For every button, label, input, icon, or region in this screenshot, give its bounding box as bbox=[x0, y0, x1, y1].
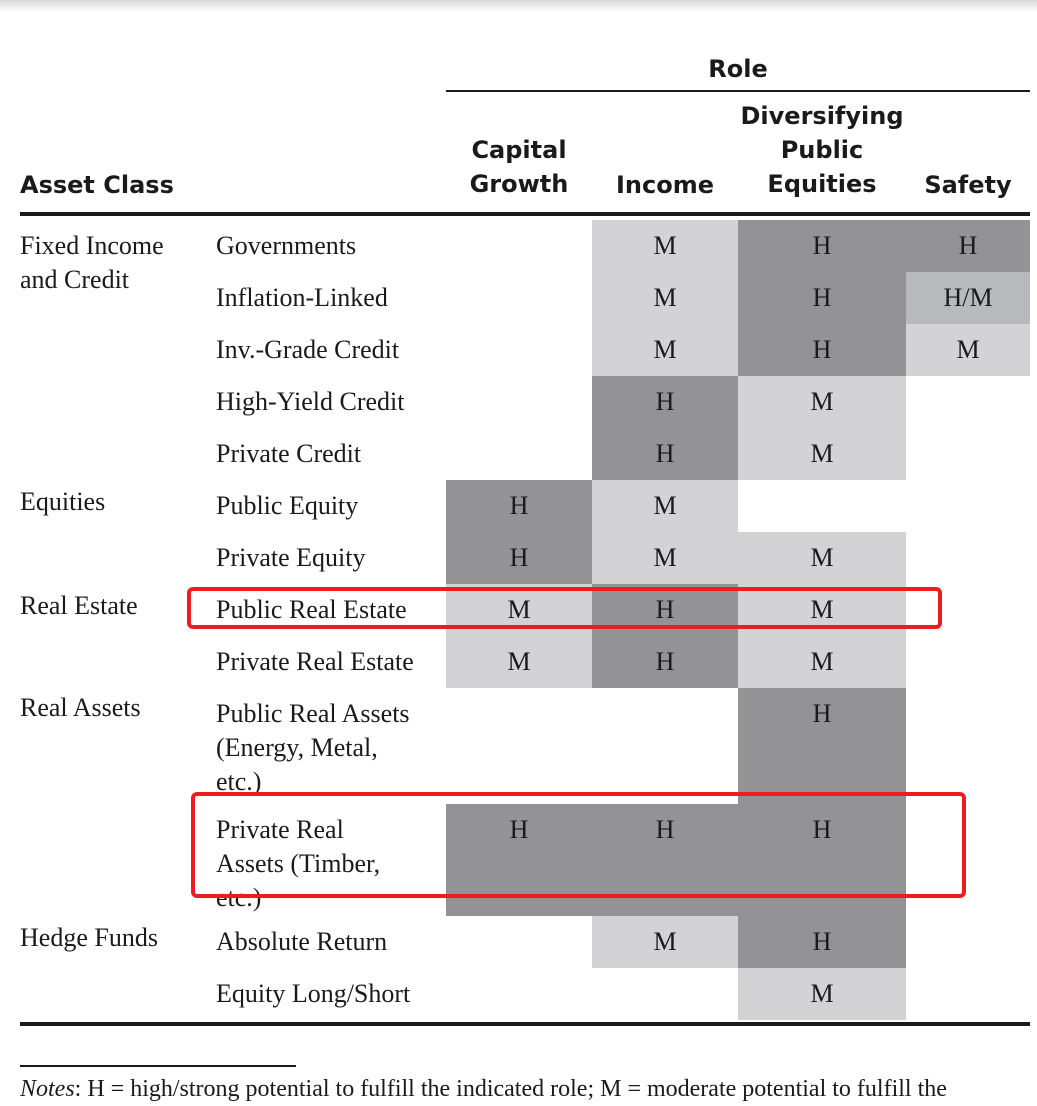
cell-diversifying: H bbox=[738, 688, 906, 804]
cell-diversifying: H bbox=[738, 324, 906, 376]
cell-income: M bbox=[592, 220, 738, 272]
cell-diversifying: H bbox=[738, 804, 906, 916]
row-label-line: etc.) bbox=[216, 883, 262, 912]
cell-capital: H bbox=[446, 532, 592, 584]
footnote-rule bbox=[20, 1065, 296, 1067]
row-label-line: Private Credit bbox=[216, 439, 362, 468]
row-label bbox=[216, 437, 361, 471]
cell-diversifying: H bbox=[738, 916, 906, 968]
row-label bbox=[216, 697, 410, 799]
capital-header-line: Growth bbox=[469, 170, 569, 198]
cell-income: H bbox=[592, 428, 738, 480]
diversifying-header-line: Equities bbox=[767, 170, 877, 198]
cell-income: M bbox=[592, 324, 738, 376]
page-top-edge bbox=[0, 0, 1037, 12]
row-label-line: Private Real bbox=[216, 815, 344, 844]
cell-diversifying: H bbox=[738, 220, 906, 272]
role-rule bbox=[446, 90, 1030, 92]
row-label bbox=[216, 645, 414, 679]
row-label bbox=[216, 281, 388, 315]
cell-diversifying: M bbox=[738, 968, 906, 1020]
diversifying-header-line: Public bbox=[780, 136, 864, 164]
cell-income: H bbox=[592, 584, 738, 636]
cell-diversifying: M bbox=[738, 532, 906, 584]
cell-capital: M bbox=[446, 636, 592, 688]
cell-income: M bbox=[592, 916, 738, 968]
notes-text: : H = high/strong potential to fulfill the indicated role; M = moderate potential to fulfill the bbox=[74, 1076, 947, 1102]
group-label-line: Fixed Income bbox=[20, 231, 164, 260]
row-label-line: Private Real Estate bbox=[216, 647, 414, 676]
notes-label: Notes bbox=[20, 1076, 75, 1102]
cell-capital: H bbox=[446, 804, 592, 916]
cell-income: H bbox=[592, 376, 738, 428]
row-label-line: Equity Long/Short bbox=[216, 979, 411, 1008]
cell-income: M bbox=[592, 272, 738, 324]
row-label bbox=[216, 925, 387, 959]
cell-income: H bbox=[592, 636, 738, 688]
cell-safety: H/M bbox=[906, 272, 1030, 324]
highlight-private-real-assets bbox=[191, 792, 966, 898]
row-label bbox=[216, 229, 356, 263]
cell-income: H bbox=[592, 804, 738, 916]
safety-header: Safety bbox=[924, 171, 1012, 199]
table-bottom-rule bbox=[20, 1022, 1030, 1026]
row-label-line: Inv.-Grade Credit bbox=[216, 335, 400, 364]
highlight-public-real-estate bbox=[187, 587, 942, 629]
row-label bbox=[216, 385, 404, 419]
cell-capital: H bbox=[446, 480, 592, 532]
income-header: Income bbox=[615, 171, 714, 199]
row-label-line: (Energy, Metal, bbox=[216, 733, 378, 762]
cell-income: M bbox=[592, 480, 738, 532]
diversifying-header bbox=[738, 99, 906, 201]
row-label bbox=[216, 977, 410, 1011]
row-label-line: Private Equity bbox=[216, 543, 366, 572]
cell-diversifying: M bbox=[738, 584, 906, 636]
row-label bbox=[216, 333, 399, 367]
row-label bbox=[216, 489, 358, 523]
cell-diversifying: H bbox=[738, 272, 906, 324]
cell-income: M bbox=[592, 532, 738, 584]
cell-diversifying: M bbox=[738, 376, 906, 428]
group-fixed-income bbox=[20, 229, 164, 297]
group-label-line: and Credit bbox=[20, 265, 130, 294]
row-label-line: Inflation-Linked bbox=[216, 283, 388, 312]
asset-class-header: Asset Class bbox=[20, 171, 174, 199]
cell-capital: M bbox=[446, 584, 592, 636]
cell-diversifying: M bbox=[738, 428, 906, 480]
row-label-line: Public Real Assets bbox=[216, 699, 410, 728]
row-label-line: Absolute Return bbox=[216, 927, 388, 956]
group-hedge-funds: Hedge Funds bbox=[20, 923, 158, 952]
row-label bbox=[216, 541, 365, 575]
group-real-estate: Real Estate bbox=[20, 591, 138, 620]
row-label-line: Public Real Estate bbox=[216, 595, 407, 624]
cell-safety: H bbox=[906, 220, 1030, 272]
header-rule bbox=[20, 212, 1030, 216]
role-header: Role bbox=[708, 55, 768, 83]
row-label-line: Public Equity bbox=[216, 491, 359, 520]
diversifying-header-line: Diversifying bbox=[740, 102, 904, 130]
capital-header-line: Capital bbox=[471, 136, 567, 164]
cell-diversifying: M bbox=[738, 636, 906, 688]
row-label-line: etc.) bbox=[216, 767, 262, 796]
row-label-line: High-Yield Credit bbox=[216, 387, 405, 416]
group-real-assets: Real Assets bbox=[20, 693, 141, 722]
table-notes bbox=[20, 1074, 947, 1104]
row-label-line: Governments bbox=[216, 231, 357, 260]
capital-growth-header bbox=[446, 133, 592, 201]
row-label-line: Assets (Timber, bbox=[216, 849, 381, 878]
group-equities: Equities bbox=[20, 487, 106, 516]
cell-safety: M bbox=[906, 324, 1030, 376]
